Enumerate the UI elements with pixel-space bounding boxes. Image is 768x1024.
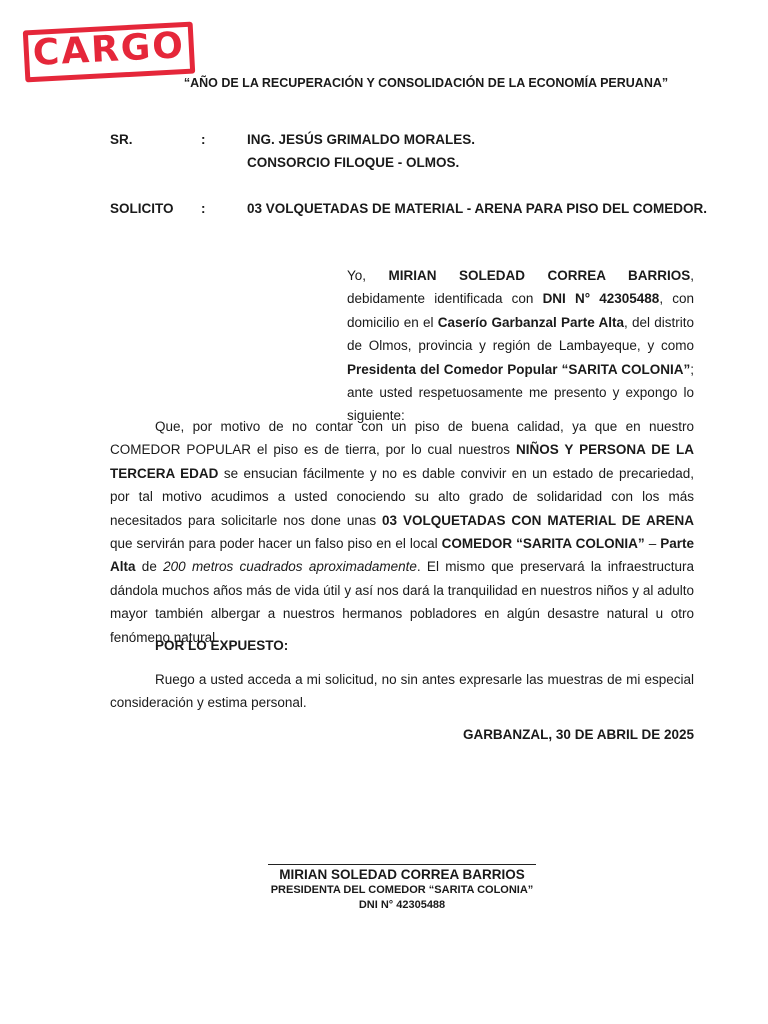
applicant-place: Caserío Garbanzal Parte Alta <box>437 314 624 330</box>
applicant-dni: DNI N° 42305488 <box>542 291 660 307</box>
applicant-role: Presidenta del Comedor Popular “SARITA COLONIA” <box>347 361 691 377</box>
request-paragraph: Que, por motivo de no contar con un piso de buena calidad, ya que en nuestro COMEDOR POPULAR el piso es de tierra, por lo cual nuestros NIÑOS Y PERSONA DE LA TERCERA EDAD se ensucian fácilmente y no es dable convivir en un estado de precariedad, por tal motivo acudimos a usted conociendo su alto grado de solidaridad con los más necesitados para solicitarle nos done unas 03 VOLQUETADAS CON MATERIAL DE ARENA que servirán para poder hacer un falso piso en el local COMEDOR “SARITA COLONIA” – Parte Alta de 200 metros cuadrados aproximadamente. El mismo que preservará la infraestructura dándola muchos años más de vida útil y así nos dará la tranquilidad en nuestros niños y al adulto mayor también albergar a nuestros hermanos pobladores en algún desastre natural u otro fenómeno natural. <box>110 419 694 645</box>
year-motto: “AÑO DE LA RECUPERACIÓN Y CONSOLIDACIÓN DE LA ECONOMÍA PERUANA” <box>183 76 669 90</box>
closing-paragraph: Ruego a usted acceda a mi solicitud, no sin antes expresarle las muestras de mi especial consideración y estima personal. <box>110 672 694 711</box>
recipient-name: ING. JESÚS GRIMALDO MORALES. <box>247 132 476 147</box>
signatory-name: MIRIAN SOLEDAD CORREA BARRIOS <box>279 867 525 882</box>
place-date: GARBANZAL, 30 DE ABRIL DE 2025 <box>462 727 694 742</box>
solicito-text: 03 VOLQUETADAS DE MATERIAL - ARENA PARA PISO DEL COMEDOR. <box>247 201 708 216</box>
recipient-org: CONSORCIO FILOQUE - OLMOS. <box>247 155 460 170</box>
signatory-dni: DNI N° 42305488 <box>358 899 446 911</box>
intro-paragraph: Yo, MIRIAN SOLEDAD CORREA BARRIOS, debidamente identificada con DNI N° 42305488, con domicilio en el Caserío Garbanzal Parte Alta, del distrito de Olmos, provincia y región de Lambayeque, y como Presidenta del Comedor Popular “SARITA COLONIA”; ante usted respetuosamente me presento y expongo lo siguiente: <box>347 268 694 424</box>
cargo-stamp <box>23 22 195 83</box>
sr-label: SR. <box>110 132 133 147</box>
por-lo-expuesto-heading: POR LO EXPUESTO: <box>155 638 289 653</box>
applicant-name: MIRIAN SOLEDAD CORREA BARRIOS <box>388 268 691 283</box>
signatory-role: PRESIDENTA DEL COMEDOR “SARITA COLONIA” <box>270 884 534 896</box>
stamp-text: CARGO <box>31 25 186 74</box>
sr-colon: : <box>201 132 206 147</box>
signature-line <box>268 864 536 865</box>
solicito-colon: : <box>201 201 206 216</box>
solicito-label: SOLICITO <box>110 201 174 216</box>
